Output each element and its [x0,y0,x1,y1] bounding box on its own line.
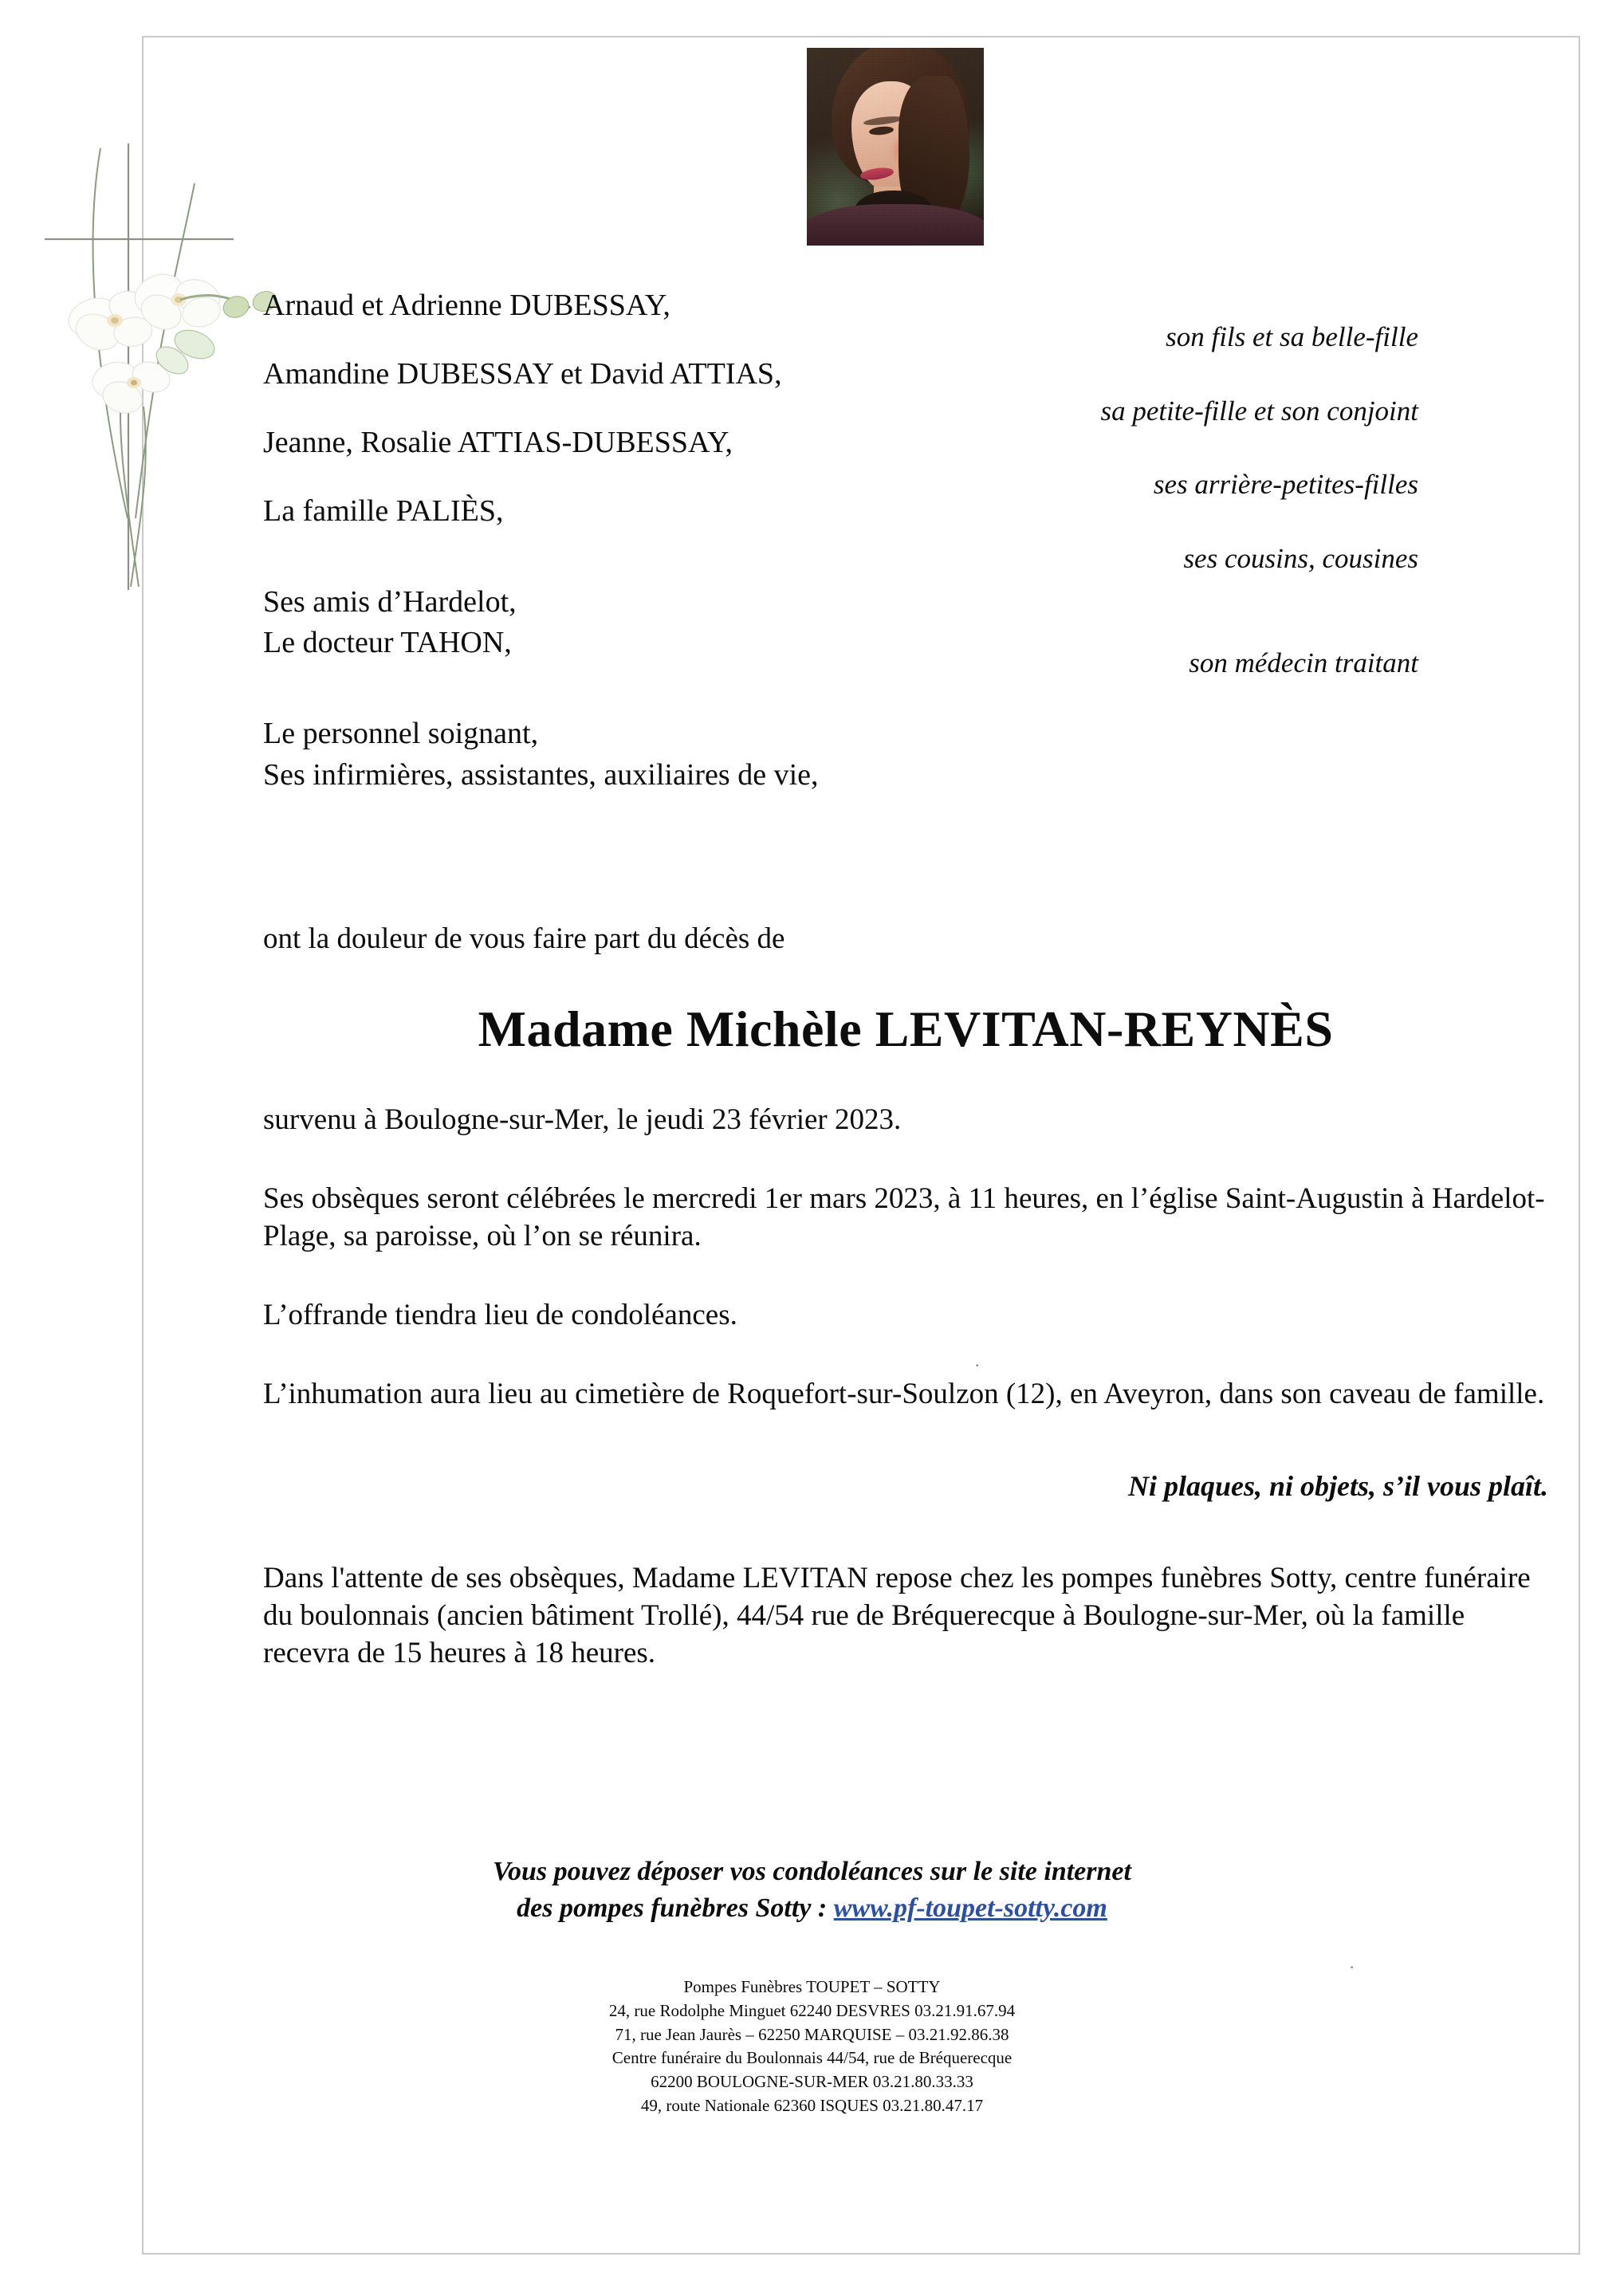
condolence-line-1: Vous pouvez déposer vos condoléances sur le site internet [493,1857,1131,1886]
orchid-cross-decoration [38,144,277,590]
footer-address-desvres: 24, rue Rodolphe Minguet 62240 DESVRES 03.21.91.67.94 [608,2000,1016,2020]
relation-cousins: ses cousins, cousines [1183,542,1418,574]
relation-great-granddaughters: ses arrière-petites-filles [1153,469,1418,500]
portrait-grain-texture [807,48,984,246]
family-line-nurses: Ses infirmières, assistantes, auxiliaires de vie, [263,758,819,792]
offering-note-text: L’offrande tiendra lieu de condoléances. [263,1298,737,1331]
family-line-great-granddaughters: Jeanne, Rosalie ATTIAS-DUBESSAY, [263,425,733,459]
burial-details-text: L’inhumation aura lieu au cimetière de Roquefort-sur-Soulzon (12), en Aveyron, dans son caveau de famille. [263,1377,1545,1410]
condolence-line-2 [0,1890,1624,1927]
deceased-name-heading: Madame Michèle LEVITAN-REYNÈS [478,1000,1334,1057]
condolence-line-2-prefix: des pompes funèbres Sotty : [517,1893,834,1923]
funeral-home-website-link[interactable]: www.pf-toupet-sotty.com [833,1893,1107,1923]
family-line-granddaughter: Amandine DUBESSAY et David ATTIAS, [263,356,782,391]
funeral-home-footer [0,1976,1624,2118]
funeral-details-text: Ses obsèques seront célébrées le mercredi 1er mars 2023, à 11 heures, en l’église Saint-Augustin à Hardelot-Plage, sa paroisse, où l’on se réunira. [263,1181,1545,1252]
announcement-intro-text: ont la douleur de vous faire part du décès de [263,922,785,955]
family-line-palies-family: La famille PALIÈS, [263,493,504,528]
footer-address-isques: 49, route Nationale 62360 ISQUES 03.21.80.47.17 [640,2096,984,2116]
portrait-artwork [807,48,984,246]
relation-attending-physician: son médecin traitant [1189,647,1418,678]
footer-company-name: Pompes Funèbres TOUPET – SOTTY [683,1977,941,1996]
family-line-friends: Ses amis d’Hardelot, [263,584,517,619]
scan-artifact-mark: · [974,1355,981,1375]
footer-address-marquise: 71, rue Jean Jaurès – 62250 MARQUISE – 03.21.92.86.38 [615,2024,1009,2044]
footer-address-boulogne: 62200 BOULOGNE-SUR-MER 03.21.80.33.33 [651,2072,973,2092]
footer-address-boulonnais-center: Centre funéraire du Boulonnais 44/54, rue de Bréquerecque [611,2048,1013,2068]
deceased-portrait-photo [807,48,984,246]
relation-granddaughter-and-partner: sa petite-fille et son conjoint [1100,395,1418,427]
family-line-son: Arnaud et Adrienne DUBESSAY, [263,289,670,322]
death-details-text: survenu à Boulogne-sur-Mer, le jeudi 23 février 2023. [263,1103,902,1136]
relation-son-and-daughter-in-law: son fils et sa belle-fille [1166,321,1418,352]
repose-details-text: Dans l'attente de ses obsèques, Madame LEVITAN repose chez les pompes funèbres Sotty, centre funéraire du boulonnais (ancien bâtiment Trollé), 44/54 rue de Bréquerecque à Boulogne-sur-Mer, où la famille recevra de 15 heures à 18 heures. [263,1561,1531,1669]
scan-artifact-mark-2: · [1349,1957,1355,1977]
relations-list [908,319,1482,719]
family-line-care-staff: Le personnel soignant, [263,717,539,751]
no-plaques-notice: Ni plaques, ni objets, s’il vous plaît. [1127,1469,1548,1502]
announcement-body [263,921,1548,1714]
family-line-doctor: Le docteur TAHON, [263,626,512,660]
condolences-invitation [0,1854,1624,1927]
